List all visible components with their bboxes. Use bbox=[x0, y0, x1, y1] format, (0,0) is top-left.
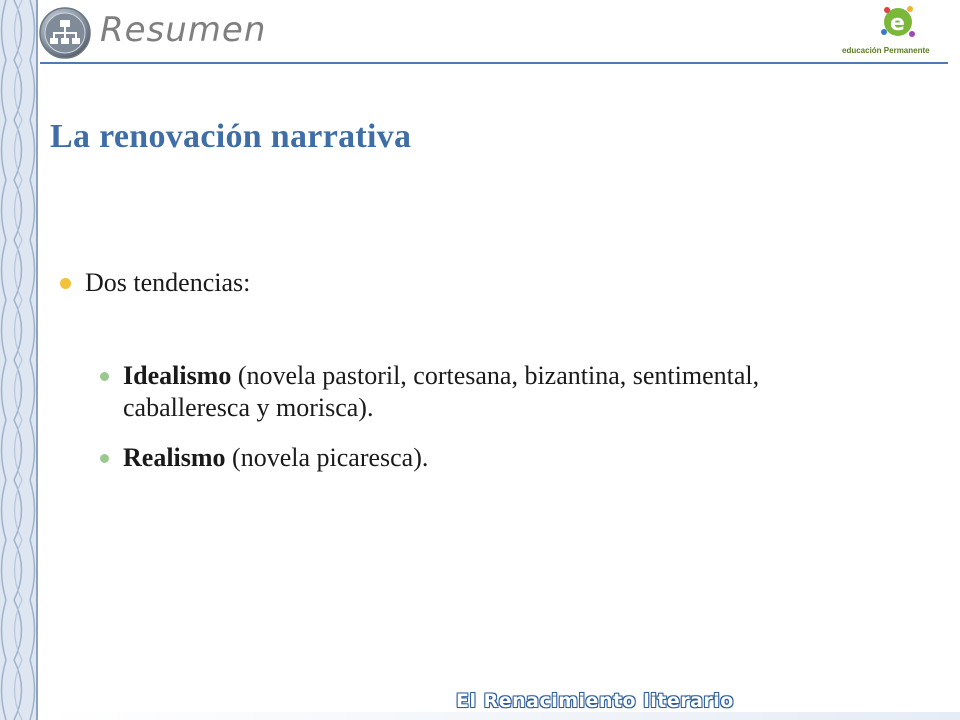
bullet-dot-icon bbox=[60, 278, 71, 289]
bullet-tendencias bbox=[60, 268, 250, 298]
slide-title: La renovación narrativa bbox=[50, 118, 412, 155]
border-pattern bbox=[0, 0, 36, 720]
description-idealismo: (novela pastoril, cortesana, bizantina, sentimental, caballeresca y morisca). bbox=[123, 361, 760, 422]
term-idealismo: Idealismo bbox=[123, 361, 232, 390]
term-realismo: Realismo bbox=[123, 443, 226, 472]
sub-bullet-idealismo bbox=[100, 360, 860, 424]
section-label: Resumen bbox=[100, 10, 267, 50]
org-chart-icon bbox=[38, 6, 92, 60]
header-divider bbox=[40, 62, 948, 64]
footer-bar bbox=[40, 712, 960, 720]
description-realismo: (novela picaresca). bbox=[225, 443, 429, 472]
svg-text:e: e bbox=[890, 11, 905, 36]
bullet-text: Dos tendencias: bbox=[85, 268, 251, 297]
footer-label: El Renacimiento literario bbox=[456, 690, 734, 712]
sub-bullet-dot-icon bbox=[100, 372, 109, 381]
decorative-border bbox=[0, 0, 38, 720]
sub-bullet-realismo bbox=[100, 442, 860, 474]
sub-bullet-dot-icon bbox=[100, 454, 109, 463]
logo-label: educación Permanente bbox=[842, 46, 930, 55]
